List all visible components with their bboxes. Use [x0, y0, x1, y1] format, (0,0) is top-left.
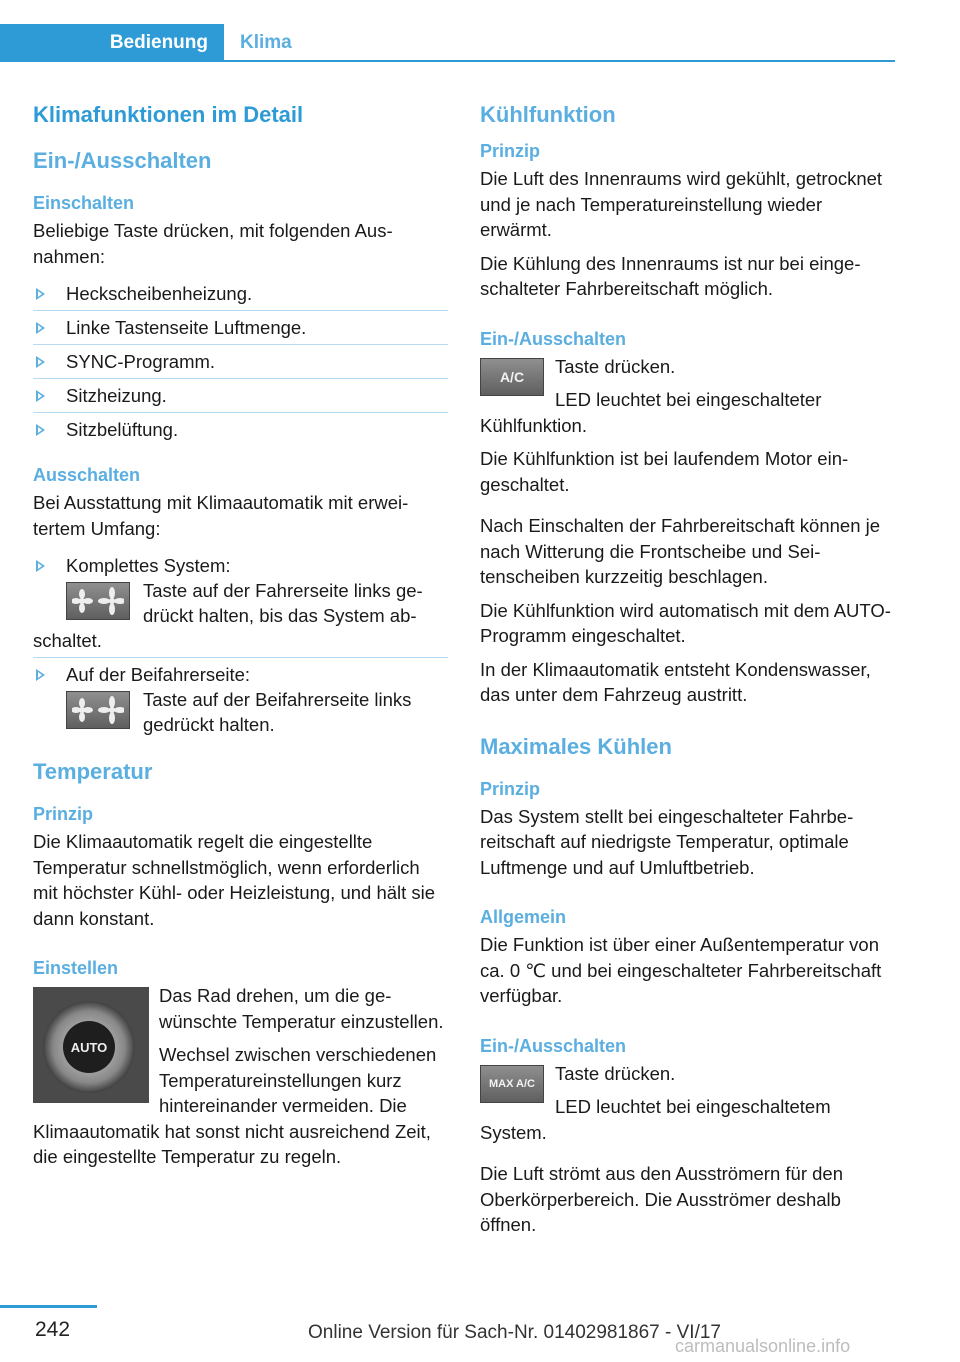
subheading-ausschalten: Ausschalten: [33, 465, 141, 485]
temperature-dial-image: [33, 987, 149, 1103]
fan-off-button-icon: [66, 691, 130, 729]
paragraph: Die Luft des Innenraums wird gekühlt, getrocknet und je nach Temperatureinstellung wieder erwärmt.: [480, 168, 883, 240]
paragraph: LED leuchtet bei eingeschaltetem System.: [480, 1096, 831, 1143]
paragraph: Die Funktion ist über einer Außentemperatur von ca. 0 ℃ und bei eingeschalteter Fahrbereitschaft verfügbar.: [480, 934, 882, 1006]
ac-button-icon: A/C: [480, 358, 544, 396]
paragraph: Taste drücken.: [555, 355, 676, 377]
section-heading-kuehlfunktion: Kühlfunktion: [480, 102, 616, 127]
paragraph: Die Kühlung des Innenraums ist nur bei eingeschalteter Fahrbereitschaft möglich.: [480, 252, 861, 299]
subheading-prinzip: Prinzip: [480, 141, 541, 161]
paragraph: Nach Einschalten der Fahrbereitschaft können je nach Witterung die Frontscheibe und Seitenscheiben kurzzeitig beschlagen.: [480, 515, 881, 587]
watermark: carmanualsonline.info: [675, 1336, 851, 1356]
list-item: Heckscheibenheizung.: [33, 277, 448, 311]
subheading-einschalten: Einschalten: [33, 193, 135, 213]
triangle-bullet-icon: [36, 322, 45, 334]
paragraph: Das Rad drehen, um die gewünschte Temperatur einzustellen.: [159, 985, 444, 1032]
triangle-bullet-icon: [36, 390, 45, 402]
paragraph: Die Klimaautomatik regelt die eingestellte Temperatur schnellstmöglich, wenn erforderlich mit höchster Kühl- oder Heizleistung, und hält sie dann konstant.: [33, 831, 436, 929]
paragraph: Bei Ausstattung mit Klimaautomatik mit erweitertem Umfang:: [33, 492, 409, 539]
paragraph: Beliebige Taste drücken, mit folgenden Ausnahmen:: [33, 220, 393, 267]
subheading-prinzip: Prinzip: [480, 778, 541, 799]
paragraph: Wechsel zwischen verschiedenen Temperatureinstellungen kurz hintereinander vermeiden. Die Klimaautomatik hat sonst nicht ausreichend Zeit, die eingestellte Temperatur zu regeln.: [33, 1044, 437, 1167]
subheading-einstellen: Einstellen: [33, 958, 119, 978]
paragraph: Das System stellt bei eingeschalteter Fahrbereitschaft auf niedrigste Temperatur, optimale Luftmenge und auf Umluftbetrieb.: [480, 805, 854, 878]
auto-button-icon: AUTO: [63, 1021, 115, 1073]
paragraph: In der Klimaautomatik entsteht Kondenswasser, das unter dem Fahrzeug austritt.: [480, 658, 871, 705]
list-item: SYNC-Programm.: [33, 345, 448, 379]
paragraph: Die Kühlfunktion ist bei laufendem Motor eingeschaltet.: [480, 448, 849, 495]
header-bar: [0, 24, 895, 62]
list-item: Komplettes System: Taste auf der Fahrerseite links gedrückt halten, bis das System abschaltet.: [33, 549, 448, 658]
section-heading-maximales-kuehlen: Maximales Kühlen: [480, 733, 672, 759]
exception-list: [33, 277, 448, 446]
list-item: Sitzbelüftung.: [33, 413, 448, 446]
left-column: [33, 100, 448, 1178]
triangle-bullet-icon: [36, 669, 45, 681]
section-heading-on-off: Ein-/Ausschalten: [33, 148, 212, 173]
triangle-bullet-icon: [36, 424, 45, 436]
header-divider: [0, 60, 895, 62]
subheading-prinzip: Prinzip: [33, 804, 94, 824]
page-number: 242: [35, 1318, 71, 1341]
section-heading-temperatur: Temperatur: [33, 759, 153, 784]
online-version-text: Online Version für Sach-Nr. 01402981867 - VI/17: [308, 1322, 721, 1343]
tab-bedienung[interactable]: Bedienung: [0, 24, 224, 62]
paragraph: Die Kühlfunktion wird automatisch mit dem AUTO-Programm eingeschaltet.: [480, 599, 891, 646]
right-column: [480, 100, 895, 1246]
list-item: Auf der Beifahrerseite: Taste auf der Beifahrerseite links gedrückt halten.: [33, 658, 448, 741]
page-title: Klimafunktionen im Detail: [33, 102, 304, 127]
max-ac-button-icon: MAX A/C: [480, 1065, 544, 1103]
paragraph: Die Luft strömt aus den Ausströmern für den Oberkörperbereich. Die Ausströmer deshalb öffnen.: [480, 1163, 843, 1235]
triangle-bullet-icon: [36, 560, 45, 572]
list-item: Linke Tastenseite Luftmenge.: [33, 311, 448, 345]
page-number-divider: [0, 1305, 97, 1308]
triangle-bullet-icon: [36, 288, 45, 300]
tab-klima[interactable]: Klima: [240, 32, 292, 53]
list-item: Sitzheizung.: [33, 379, 448, 413]
triangle-bullet-icon: [36, 356, 45, 368]
subheading-ein-ausschalten: Ein-/Ausschalten: [480, 328, 627, 349]
subheading-allgemein: Allgemein: [480, 907, 567, 927]
paragraph: Taste drücken.: [555, 1062, 676, 1084]
paragraph: LED leuchtet bei eingeschalteter Kühlfunktion.: [480, 389, 822, 436]
subheading-ein-ausschalten: Ein-/Ausschalten: [480, 1035, 627, 1056]
fan-off-button-icon: [66, 582, 130, 620]
off-list: [33, 549, 448, 741]
